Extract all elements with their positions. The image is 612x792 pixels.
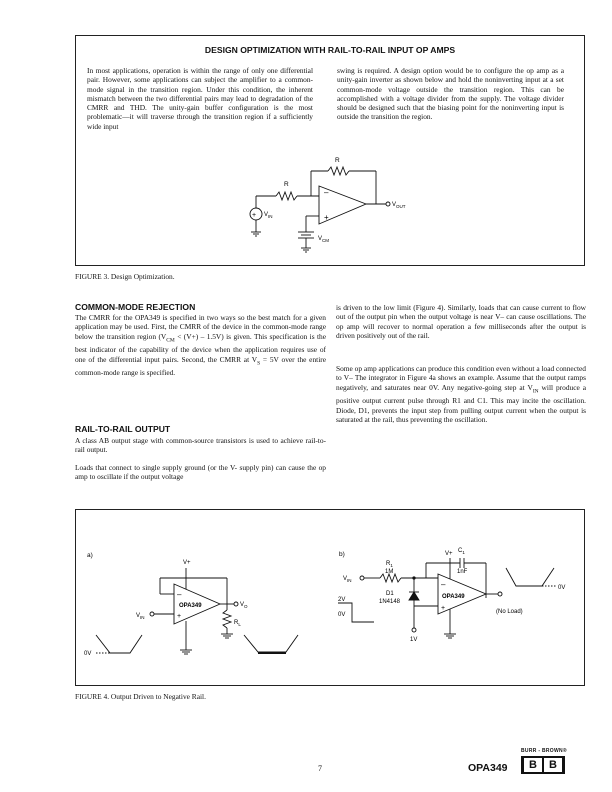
- figure-3-caption: FIGURE 3. Design Optimization.: [75, 272, 175, 281]
- figure-4b-c1: $C_1$: [458, 548, 465, 555]
- design-optimization-box: [75, 35, 585, 266]
- figure-4a-minus: –: [177, 590, 182, 599]
- box-para-left: In most applications, operation is within the range of only one differential pair. However, some applications can subject the amplifier to a common-mode signal in the transition region. Under this condition, the inherent mismatch between the two differential pairs may lead to degradation of the CMRR and THD. The unity-gain buffer configuration is the most problematic—it will traverse through the transition region if a sufficiently wide input: [87, 66, 313, 131]
- right-column-paragraph-2: Some op amp applications can produce this condition even without a load connected to V– The integrator in Figure 4a shows an example. Assume that the output ramps negatively, and saturates near 0V. Any negative-going step at $V_{IN}$ will produce a positive output current pulse through R1 and C1. This may incite the oscillation. Diode, D1, prevents the input step from pulling output current when the output is saturated at the rail, thus preventing the oscillation.: [336, 364, 587, 424]
- figure-4b-one-v: 1V: [410, 637, 418, 643]
- box-para-right: swing is required. A design option would be to configure the op amp as a unity-gain inverter as shown below and hold the noninverting input at a set common-mode voltage outside the transition region. This can be accomplished with a voltage divider from the supply. The voltage divider should be designed such that the biasing point for the noninverting input is outside the transition the region.: [337, 66, 564, 122]
- figure-4b-minus: –: [441, 580, 446, 589]
- figure-4b-vplus: V+: [445, 551, 453, 557]
- rail-to-rail-output-paragraph-1: A class AB output stage with common-source transistors is used to achieve rail-to-rail output.: [75, 436, 326, 455]
- figure-4a-label: a): [87, 552, 93, 559]
- figure-4b-plus: +: [441, 605, 446, 612]
- figure-4b-r1: $R_1$: [386, 561, 393, 568]
- brand-name: BURR - BROWN®: [521, 748, 567, 754]
- figure-4-caption: FIGURE 4. Output Driven to Negative Rail.: [75, 692, 206, 701]
- figure-4b-vin: $V_{IN}$: [343, 576, 352, 583]
- figure-4b-no-load: (No Load): [496, 609, 523, 615]
- rail-to-rail-output-paragraph-2: Loads that connect to single supply ground (or the V- supply pin) can cause the op amp to oscillate if the output voltage: [75, 463, 326, 482]
- figure-4a-zero-v: 0V: [84, 651, 92, 657]
- figure-4a-rl: $R_L$: [234, 620, 241, 627]
- figure-4-box: [75, 509, 585, 686]
- footer-part-number: OPA349: [468, 762, 508, 774]
- logo-letter-left: B: [524, 758, 542, 772]
- figure-4-circuits: [76, 510, 586, 687]
- figure-4b-d1-part: 1N4148: [379, 599, 401, 605]
- burr-brown-logo: [521, 756, 565, 774]
- box-title: DESIGN OPTIMIZATION WITH RAIL-TO-RAIL INPUT OP AMPS: [204, 45, 456, 55]
- logo-letter-right: B: [544, 758, 562, 772]
- figure-4a-plus: +: [177, 613, 182, 620]
- figure-4b-c1-value: 1nF: [457, 569, 468, 575]
- figure-4b-d1: D1: [386, 591, 394, 597]
- figure-4b-label: b): [339, 551, 345, 558]
- figure-4b-output-zero-v: 0V: [558, 585, 566, 591]
- vcm-label: $V_{CM}$: [318, 236, 330, 243]
- input-resistor-label: R: [284, 181, 289, 188]
- noninverting-input-sign: +: [324, 213, 329, 222]
- page-number: 7: [318, 764, 322, 773]
- vin-label: $V_{IN}$: [264, 212, 273, 219]
- rail-to-rail-output-heading: RAIL-TO-RAIL OUTPUT: [75, 424, 171, 434]
- common-mode-rejection-heading: COMMON-MODE REJECTION: [75, 302, 196, 312]
- inverting-input-sign: –: [324, 188, 329, 197]
- design-optimization-circuit: [76, 36, 586, 267]
- feedback-resistor-label: R: [335, 157, 340, 164]
- figure-4b-r1-value: 1M: [385, 569, 394, 575]
- ac-source-plus-sign: +: [252, 212, 257, 219]
- figure-4a-opamp-label: OPA349: [179, 603, 202, 609]
- figure-4b-two-v: 2V: [338, 597, 346, 603]
- figure-4b-opamp-label: OPA349: [442, 594, 465, 600]
- figure-4a-vplus: V+: [183, 560, 191, 566]
- right-column-paragraph-1: is driven to the low limit (Figure 4). Similarly, loads that can cause current to flow out of the output pin when the output voltage is near V– can cause oscillations. The op amp will recover to normal operation a few milliseconds after the output is driven positively out of the rail.: [336, 303, 586, 340]
- common-mode-rejection-paragraph: The CMRR for the OPA349 is specified in two ways so the best match for a given application may be used. First, the CMRR of the device in the common-mode range below the transition region $(V_{CM} < (V+) - 1.5V)$ is given. This specification is the best indicator of the capability of the device when the application requires use of one of the differential input pairs. Second, the CMRR at $V_S = 5V$ over the entire common-mode range is specified.: [75, 313, 327, 378]
- figure-4a-vo: $V_O$: [240, 602, 248, 609]
- figure-4b-zero-v: 0V: [338, 612, 346, 618]
- figure-4a-vin: $V_{IN}$: [136, 613, 145, 620]
- vout-label: $V_{OUT}$: [392, 202, 406, 209]
